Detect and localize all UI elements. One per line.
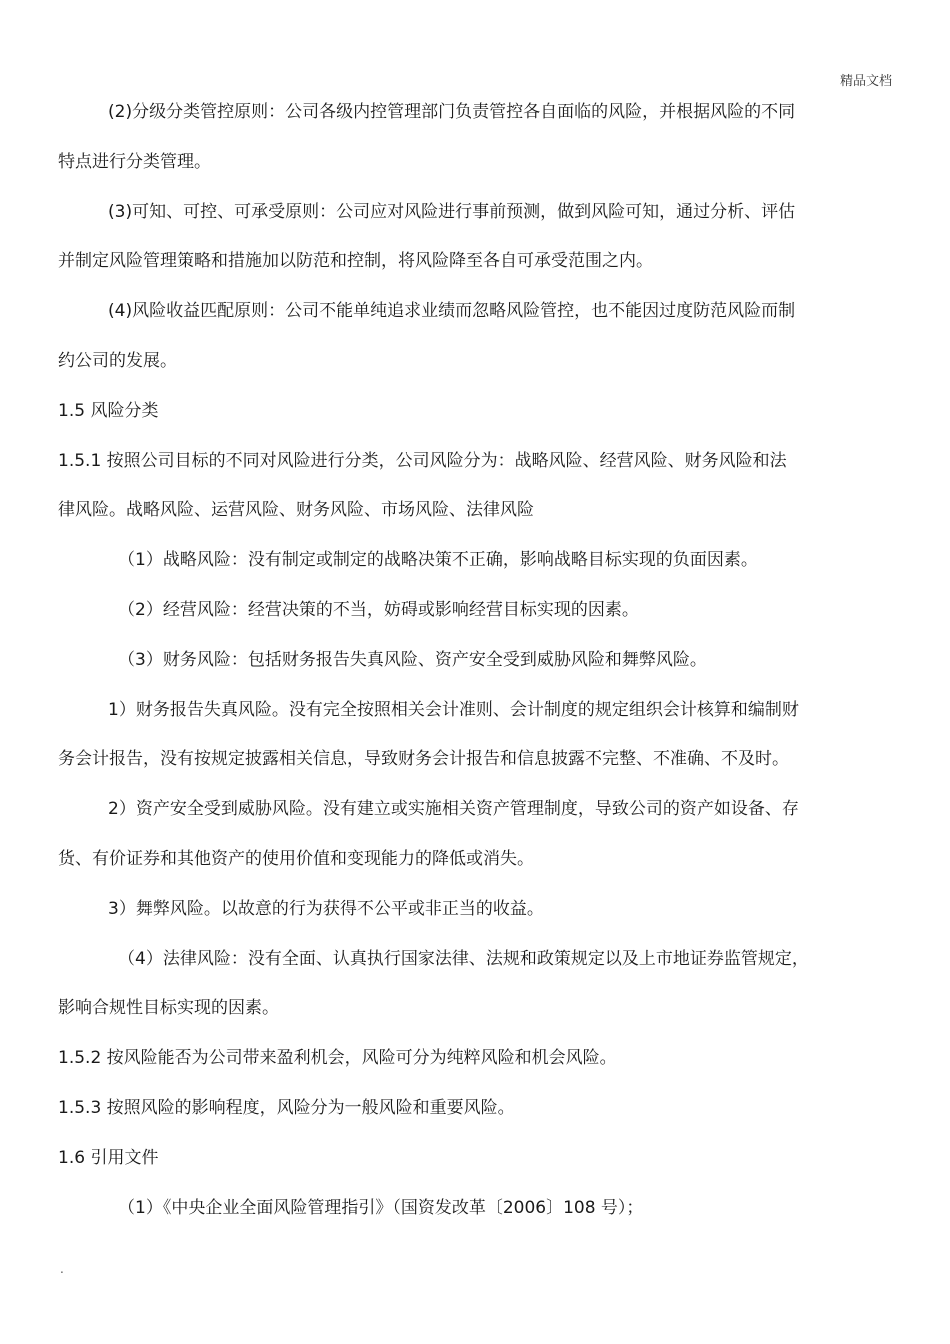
paragraph-line: 影响合规性目标实现的因素。	[58, 998, 279, 1019]
paragraph-line: 1.5.1 按照公司目标的不同对风险进行分类，公司风险分为：战略风险、经营风险、财务风险和法	[58, 450, 787, 471]
list-item: （1）战略风险：没有制定或制定的战略决策不正确，影响战略目标实现的负面因素。	[118, 550, 758, 571]
paragraph-line: (3)可知、可控、可承受原则：公司应对风险进行事前预测，做到风险可知，通过分析、评估	[108, 201, 796, 222]
sub-list-item: 2）资产安全受到威胁风险。没有建立或实施相关资产管理制度，导致公司的资产如设备、存	[108, 799, 799, 820]
page-header-mark: 精品文档	[839, 74, 892, 89]
sub-list-item: 1）财务报告失真风险。没有完全按照相关会计准则、会计制度的规定组织会计核算和编制财	[108, 699, 799, 720]
paragraph-line: 律风险。战略风险、运营风险、财务风险、市场风险、法律风险	[58, 500, 534, 521]
document-body	[58, 88, 894, 1233]
list-item: （3）财务风险：包括财务报告失真风险、资产安全受到威胁风险和舞弊风险。	[118, 649, 707, 670]
paragraph-line: 约公司的发展。	[58, 350, 177, 371]
paragraph-line: 1.5.2 按风险能否为公司带来盈利机会，风险可分为纯粹风险和机会风险。	[58, 1048, 617, 1069]
paragraph-line: 并制定风险管理策略和措施加以防范和控制，将风险降至各自可承受范围之内。	[58, 251, 653, 272]
paragraph-line: 1.5.3 按照风险的影响程度，风险分为一般风险和重要风险。	[58, 1097, 515, 1118]
paragraph-line: (4)风险收益匹配原则：公司不能单纯追求业绩而忽略风险管控，也不能因过度防范风险而制	[108, 301, 796, 322]
list-item: （2）经营风险：经营决策的不当，妨碍或影响经营目标实现的因素。	[118, 599, 639, 620]
page-footer-mark: .	[60, 1262, 64, 1276]
list-item: （1）《中央企业全面风险管理指引》（国资发改革〔2006〕108 号）；	[118, 1197, 644, 1218]
paragraph-line: (2)分级分类管控原则：公司各级内控管理部门负责管控各自面临的风险，并根据风险的不同	[108, 102, 796, 122]
section-heading: 1.5 风险分类	[58, 400, 159, 421]
sub-list-item: 3）舞弊风险。以故意的行为获得不公平或非正当的收益。	[108, 898, 544, 919]
paragraph-line: 务会计报告，没有按规定披露相关信息，导致财务会计报告和信息披露不完整、不准确、不及时。	[58, 749, 789, 770]
paragraph-line: 货、有价证券和其他资产的使用价值和变现能力的降低或消失。	[58, 848, 534, 869]
list-item: （4）法律风险：没有全面、认真执行国家法律、法规和政策规定以及上市地证券监管规定，	[118, 948, 809, 969]
section-heading: 1.6 引用文件	[58, 1147, 159, 1168]
paragraph-line: 特点进行分类管理。	[58, 151, 211, 172]
